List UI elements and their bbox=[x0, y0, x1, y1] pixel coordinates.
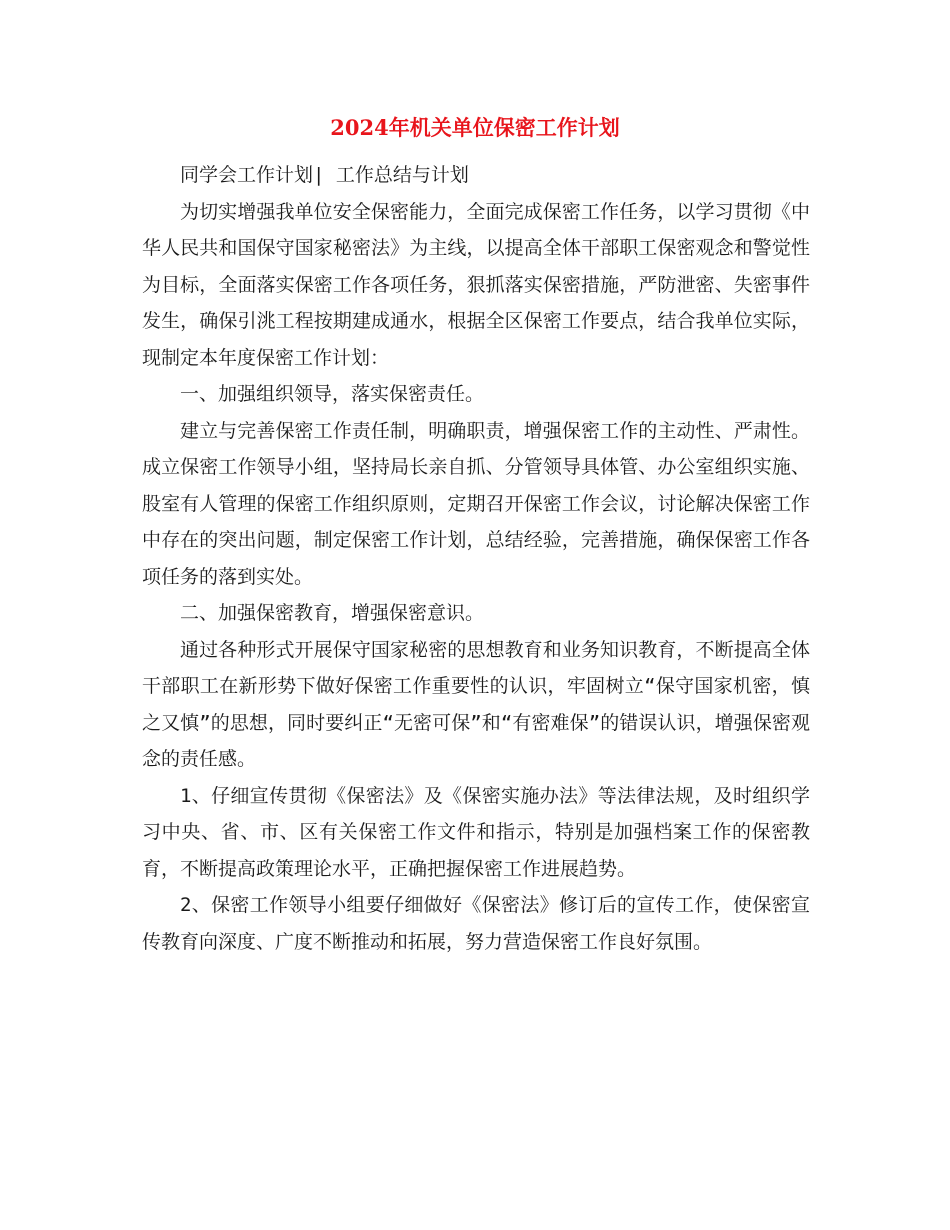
section-2-paragraph: 通过各种形式开展保守国家秘密的思想教育和业务知识教育，不断提高全体干部职工在新形势下做好保密工作重要性的认识，牢固树立“保守国家机密，慎之又慎”的思想，同时要纠正“无密可保”和“有密难保”的错误认识，增强保密观念的责任感。 bbox=[142, 638, 810, 770]
intro-paragraph: 为切实增强我单位安全保密能力，全面完成保密工作任务，以学习贯彻《中华人民共和国保守国家秘密法》为主线，以提高全体干部职工保密观念和警觉性为目标，全面落实保密工作各项任务，狠抓落实保密措施，严防泄密、失密事件发生，确保引洮工程按期建成通水，根据全区保密工作要点，结合我单位实际，现制定本年度保密工作计划： bbox=[142, 200, 810, 369]
section-1-paragraph: 建立与完善保密工作责任制，明确职责，增强保密工作的主动性、严肃性。成立保密工作领导小组，坚持局长亲自抓、分管领导具体管、办公室组织实施、股室有人管理的保密工作组织原则，定期召开保密工作会议，讨论解决保密工作中存在的突出问题，制定保密工作计划，总结经验，完善措施，确保保密工作各项任务的落到实处。 bbox=[142, 419, 810, 588]
subtitle-line: 同学会工作计划| 工作总结与计划 bbox=[180, 164, 469, 186]
list-item-1: 1、仔细宣传贯彻《保密法》及《保密实施办法》等法律法规，及时组织学习中央、省、市、区有关保密工作文件和指示，特别是加强档案工作的保密教育，不断提高政策理论水平，正确把握保密工作进展趋势。 bbox=[142, 784, 810, 880]
list-item-2: 2、保密工作领导小组要仔细做好《保密法》修订后的宣传工作，使保密宣传教育向深度、广度不断推动和拓展，努力营造保密工作良好氛围。 bbox=[142, 894, 810, 953]
document-body bbox=[142, 157, 810, 960]
document-title: 2024年机关单位保密工作计划 bbox=[330, 115, 620, 140]
section-heading-2: 二、加强保密教育，增强保密意识。 bbox=[180, 602, 485, 624]
section-heading-1: 一、加强组织领导，落实保密责任。 bbox=[180, 383, 485, 405]
